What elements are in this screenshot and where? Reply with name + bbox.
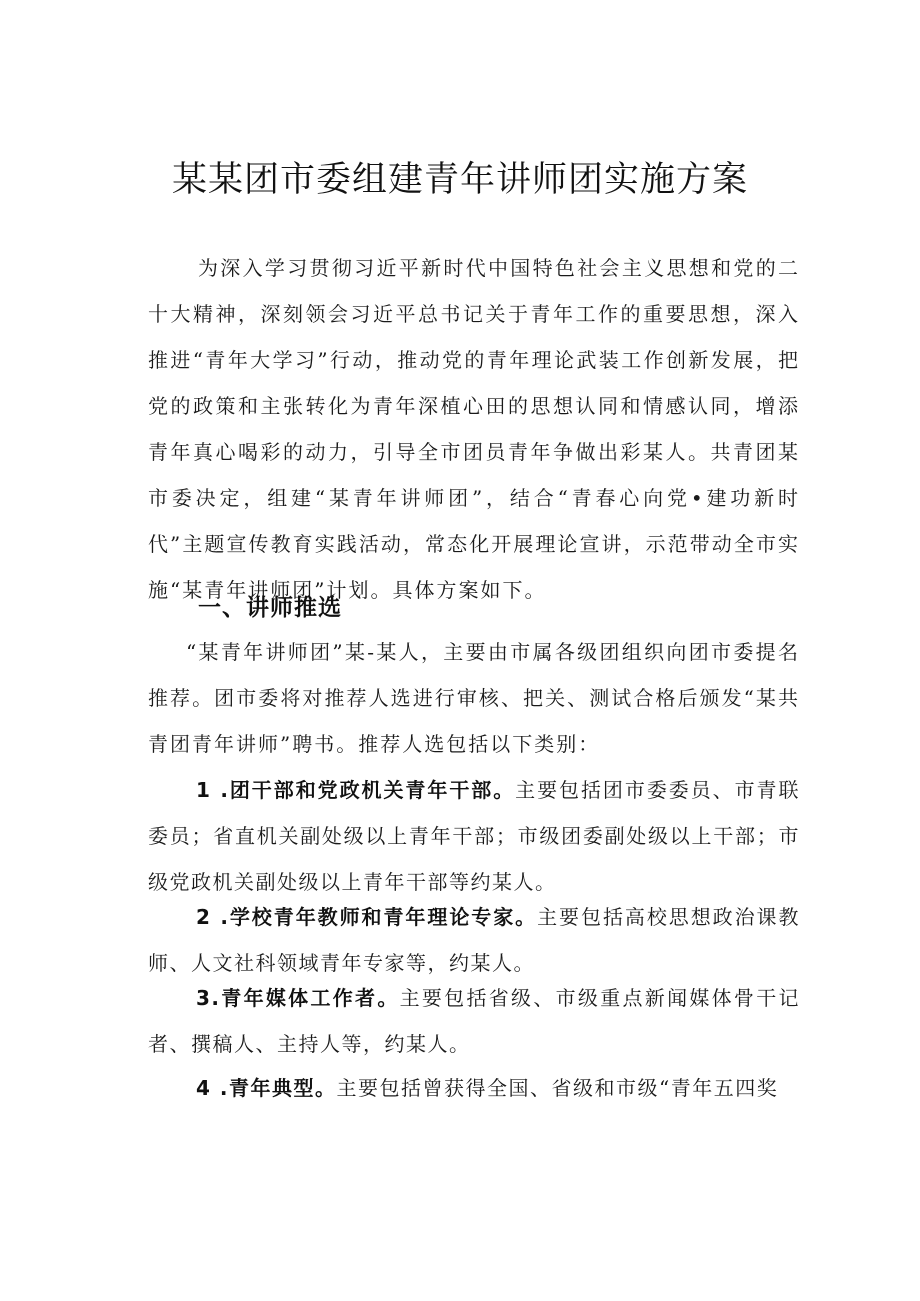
list-item-lead: 1 .团干部和党政机关青年干部。 [196,778,516,802]
list-item-lead: 2 .学校青年教师和青年理论专家。 [196,905,538,929]
list-item-text: 主要包括省级、市级重点新闻媒体骨干记者、撰稿人、主持人等，约某人。 [148,986,801,1056]
list-item [148,894,800,986]
document-title: 某某团市委组建青年讲师团实施方案 [171,160,748,200]
list-item [148,1065,800,1111]
list-item [148,975,800,1067]
list-item-lead: 4 .青年典型。 [196,1076,337,1100]
section-heading: 一、讲师推选 [198,595,342,621]
list-item-text: 主要包括高校思想政治课教师、人文社科领域青年专家等，约某人。 [148,905,801,975]
section-intro-paragraph: “某青年讲师团”某-某人，主要由市属各级团组织向团市委提名推荐。团市委将对推荐人选进行审核、把关、测试合格后颁发“某共青团青年讲师”聘书。推荐人选包括以下类别： [148,640,800,756]
list-item-lead: 3.青年媒体工作者。 [196,986,400,1010]
list-item [148,767,800,905]
list-item-text: 主要包括曾获得全国、省级和市级“青年五四奖 [336,1076,779,1100]
intro-paragraph: 为深入学习贯彻习近平新时代中国特色社会主义思想和党的二十大精神，深刻领会习近平总书记关于青年工作的重要思想，深入推进“青年大学习”行动，推动党的青年理论武装工作创新发展，把党的政策和主张转化为青年深植心田的思想认同和情感认同，增添青年真心喝彩的动力，引导全市团员青年争做出彩某人。共青团某市委决定，组建“某青年讲师团”，结合“青春心向党•建功新时代”主题宣传教育实践活动，常态化开展理论宣讲，示范带动全市实施“某青年讲师团”计划。具体方案如下。 [148,256,800,602]
list-item-text: 主要包括团市委委员、市青联委员；省直机关副处级以上青年干部；市级团委副处级以上干部；市级党政机关副处级以上青年干部等约某人。 [148,778,800,894]
